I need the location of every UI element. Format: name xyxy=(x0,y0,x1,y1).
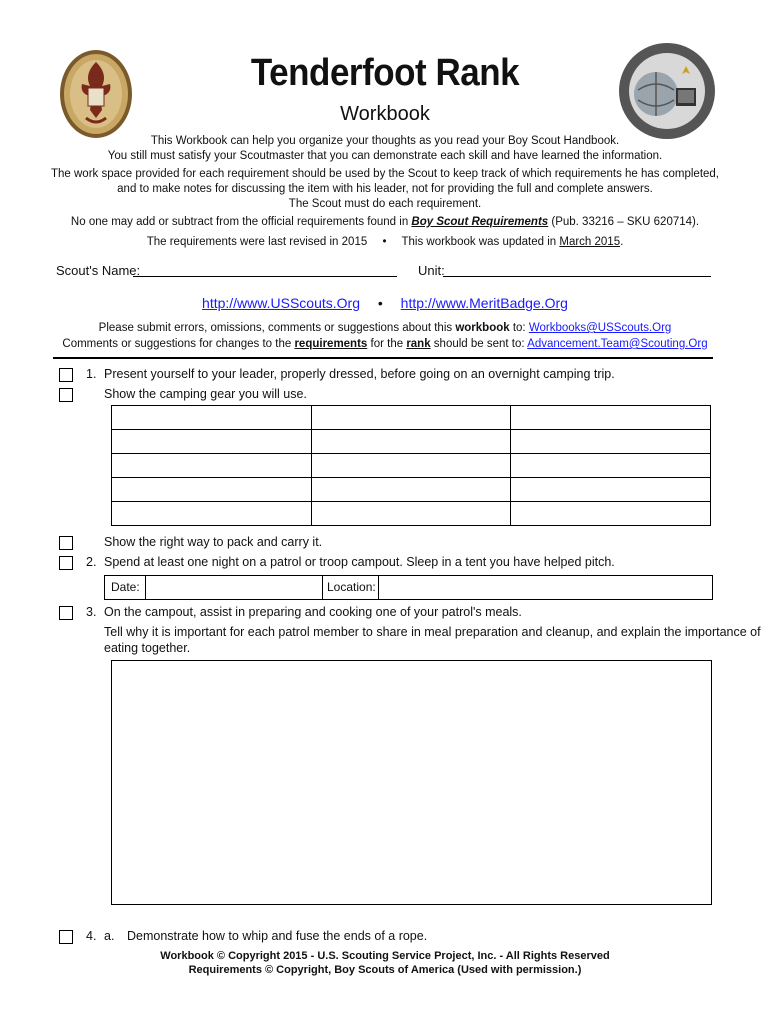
unit-line[interactable] xyxy=(443,276,711,277)
table-cell[interactable] xyxy=(511,502,711,526)
requirement-3-checkbox[interactable] xyxy=(59,606,73,620)
location-input[interactable] xyxy=(379,576,711,599)
requirement-1-sub-checkbox[interactable] xyxy=(59,388,73,402)
links-row: http://www.USScouts.Org • http://www.MeritBadge.Org xyxy=(202,295,568,311)
intro-line: and to make notes for discussing the item with his leader, not for providing the full and complete answers. xyxy=(117,183,653,195)
table-row xyxy=(112,430,711,454)
official-requirements-note: No one may add or subtract from the official requirements found in Boy Scout Requirements (Pub. 33216 – SKU 620714). xyxy=(70,216,700,228)
submit-line: Please submit errors, omissions, comments or suggestions about this workbook to: Workbooks@USScouts.Org xyxy=(98,322,672,334)
table-cell[interactable] xyxy=(311,502,511,526)
requirement-subtext: Show the right way to pack and carry it. xyxy=(104,535,323,549)
footer-copyright: Requirements © Copyright, Boy Scouts of America (Used with permission.) xyxy=(188,964,582,976)
revision-note: The requirements were last revised in 2015 • This workbook was updated in March 2015. xyxy=(146,236,624,248)
requirement-number: 3. xyxy=(86,605,97,619)
requirement-text: Demonstrate how to whip and fuse the ends of a rope. xyxy=(127,929,428,943)
table-cell[interactable] xyxy=(311,406,511,430)
table-row xyxy=(112,502,711,526)
requirement-subtext: eating together. xyxy=(104,641,191,655)
requirement-4a-checkbox[interactable] xyxy=(59,930,73,944)
intro-line: This Workbook can help you organize your thoughts as you read your Boy Scout Handbook. xyxy=(150,135,620,147)
intro-line: The work space provided for each requirement should be used by the Scout to keep track of which requirements he has completed, xyxy=(50,168,719,180)
submit-line: Comments or suggestions for changes to the requirements for the rank should be sent to: Advancement.Team@Scouting.Org xyxy=(62,338,708,350)
table-cell[interactable] xyxy=(112,454,312,478)
table-cell[interactable] xyxy=(511,406,711,430)
table-row xyxy=(112,406,711,430)
unit-label: Unit: xyxy=(418,263,445,278)
camping-gear-table[interactable] xyxy=(111,405,711,526)
table-row xyxy=(112,478,711,502)
table-cell[interactable] xyxy=(311,454,511,478)
boy-scout-requirements-title: Boy Scout Requirements xyxy=(411,216,549,228)
workbooks-email-link[interactable]: Workbooks@USScouts.Org xyxy=(528,322,672,334)
date-input[interactable] xyxy=(146,576,322,599)
scout-name-line[interactable] xyxy=(133,276,397,277)
requirement-subtext: Tell why it is important for each patrol member to share in meal preparation and cleanup, and explain the importance of xyxy=(104,625,761,639)
requirement-1-pack-checkbox[interactable] xyxy=(59,536,73,550)
table-cell[interactable] xyxy=(112,406,312,430)
requirement-text: Present yourself to your leader, properly dressed, before going on an overnight camping trip. xyxy=(104,367,615,381)
intro-line: The Scout must do each requirement. xyxy=(288,198,482,210)
requirement-1-checkbox[interactable] xyxy=(59,368,73,382)
location-label: Location: xyxy=(327,580,376,594)
table-cell[interactable] xyxy=(112,502,312,526)
requirement-2-checkbox[interactable] xyxy=(59,556,73,570)
requirement-text: Spend at least one night on a patrol or troop campout. Sleep in a tent you have helped pitch. xyxy=(104,555,615,569)
answer-box[interactable] xyxy=(111,660,712,905)
scout-name-field[interactable]: Scout's Name: xyxy=(56,263,141,278)
requirement-number: 4. xyxy=(86,929,97,943)
requirement-letter: a. xyxy=(104,929,115,943)
table-cell[interactable] xyxy=(511,454,711,478)
meritbadge-link[interactable]: http://www.MeritBadge.Org xyxy=(400,295,568,311)
cell-divider xyxy=(322,575,323,600)
requirement-text: On the campout, assist in preparing and cooking one of your patrol's meals. xyxy=(104,605,522,619)
table-cell[interactable] xyxy=(112,430,312,454)
table-cell[interactable] xyxy=(311,478,511,502)
table-cell[interactable] xyxy=(511,478,711,502)
section-divider xyxy=(53,357,713,359)
table-cell[interactable] xyxy=(112,478,312,502)
requirement-subtext: Show the camping gear you will use. xyxy=(104,387,307,401)
usscouts-link[interactable]: http://www.USScouts.Org xyxy=(202,295,360,311)
table-cell[interactable] xyxy=(511,430,711,454)
requirement-number: 2. xyxy=(86,555,97,569)
date-label: Date: xyxy=(111,580,140,594)
intro-line: You still must satisfy your Scoutmaster that you can demonstrate each skill and have learned the information. xyxy=(107,150,663,162)
table-cell[interactable] xyxy=(311,430,511,454)
page-subtitle: Workbook xyxy=(340,103,430,125)
requirement-number: 1. xyxy=(86,367,97,381)
footer-copyright: Workbook © Copyright 2015 - U.S. Scouting Service Project, Inc. - All Rights Reserved xyxy=(160,950,610,962)
page-title: Tenderfoot Rank xyxy=(250,52,520,94)
table-row xyxy=(112,454,711,478)
advancement-email-link[interactable]: Advancement.Team@Scouting.Org xyxy=(527,338,708,350)
